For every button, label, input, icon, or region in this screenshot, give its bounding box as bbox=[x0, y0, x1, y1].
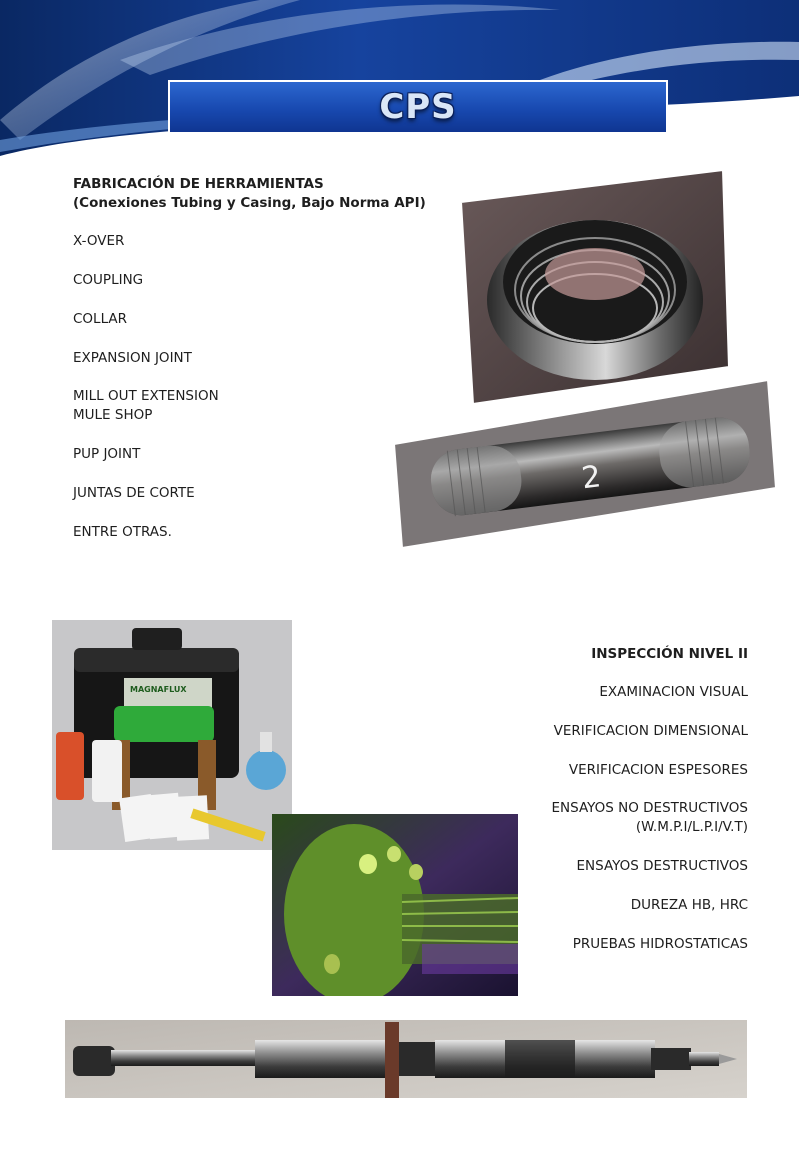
page-header bbox=[0, 0, 799, 160]
page-title: CPS bbox=[379, 87, 457, 127]
inspection-item: (W.M.P.I/L.P.I/V.T) bbox=[635, 819, 748, 835]
inspection-item: VERIFICACION ESPESORES bbox=[568, 762, 748, 778]
fabrication-item: X-OVER bbox=[73, 233, 125, 249]
inspection-item: ENSAYOS NO DESTRUCTIVOS bbox=[551, 800, 748, 816]
inspection-item: ENSAYOS DESTRUCTIVOS bbox=[576, 858, 748, 874]
fabrication-subheading: (Conexiones Tubing y Casing, Bajo Norma API) bbox=[73, 195, 426, 211]
fabrication-item: MULE SHOP bbox=[73, 407, 153, 423]
fabrication-item: COUPLING bbox=[73, 272, 144, 288]
magnaflux-kit-photo bbox=[52, 620, 292, 850]
fabrication-item: JUNTAS DE CORTE bbox=[73, 485, 195, 501]
pup-joint-photo bbox=[390, 378, 780, 550]
inspection-item: VERIFICACION DIMENSIONAL bbox=[553, 723, 748, 739]
inspection-item: DUREZA HB, HRC bbox=[630, 897, 748, 913]
kit-brand-label: MAGNAFLUX bbox=[130, 685, 187, 694]
fabrication-item: MILL OUT EXTENSION bbox=[73, 388, 219, 404]
downhole-tool-photo bbox=[65, 1020, 747, 1098]
coupling-photo bbox=[455, 162, 735, 407]
pipe-marking-label: 2 bbox=[579, 459, 603, 497]
fluorescent-inspection-photo bbox=[272, 814, 518, 996]
inspection-item: PRUEBAS HIDROSTATICAS bbox=[572, 936, 748, 952]
fabrication-item: PUP JOINT bbox=[73, 446, 141, 462]
inspection-item: EXAMINACION VISUAL bbox=[599, 684, 748, 700]
inspection-heading: INSPECCIÓN NIVEL II bbox=[591, 646, 748, 662]
fabrication-heading: FABRICACIÓN DE HERRAMIENTAS bbox=[73, 176, 324, 192]
fabrication-item: COLLAR bbox=[73, 311, 128, 327]
fabrication-item: ENTRE OTRAS. bbox=[73, 524, 172, 540]
fabrication-item: EXPANSION JOINT bbox=[73, 350, 192, 366]
title-banner bbox=[168, 80, 668, 134]
